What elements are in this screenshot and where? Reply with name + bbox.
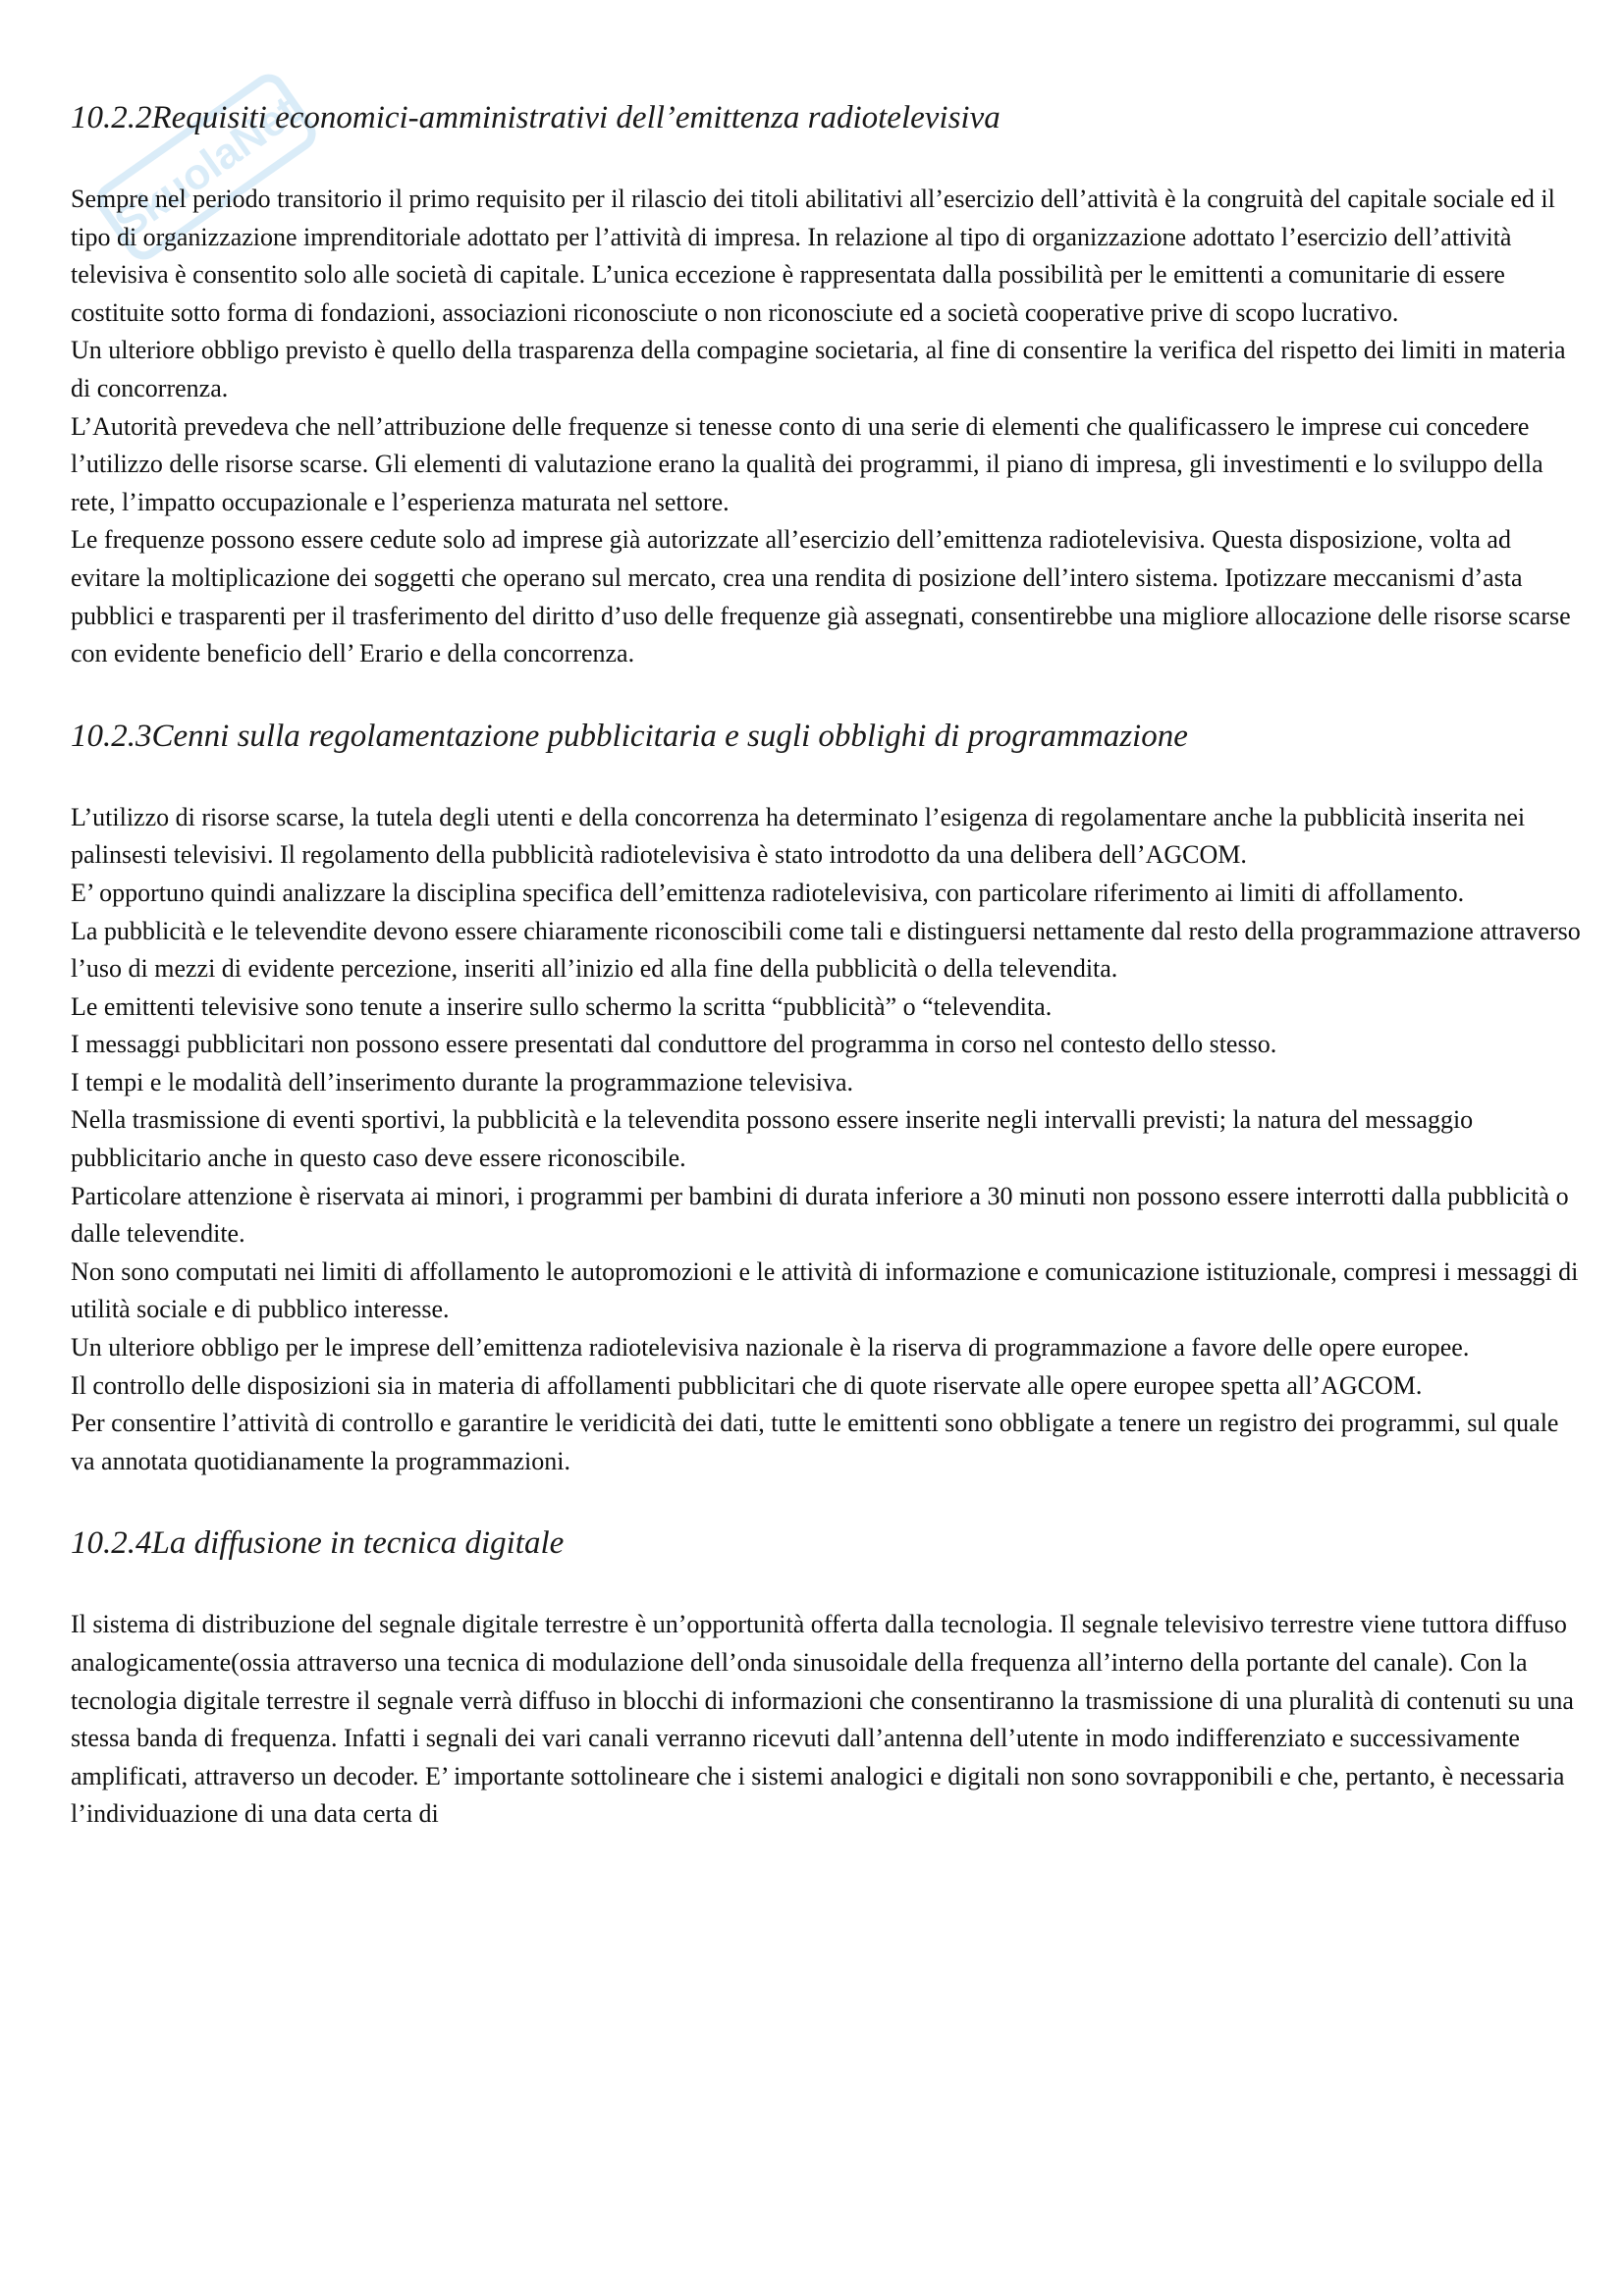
paragraph: L’utilizzo di risorse scarse, la tutela degli utenti e della concorrenza ha determinato l’esigenza di regolamentare anche la pubblicità inserita nei palinsesti televisivi. Il regolamento della pubblicità radiotelevisiva è stato introdotto da una delibera dell’AGCOM. — [71, 802, 1526, 870]
paragraph: Non sono computati nei limiti di affollamento le autopromozioni e le attività di informazione e comunicazione istituzionale, compresi i messaggi di utilità sociale e di pubblico interesse. — [71, 1256, 1579, 1324]
section-requisiti-economici — [71, 98, 1583, 673]
section-regolamentazione-pubblicitaria — [71, 717, 1583, 1481]
paragraph: Per consentire l’attività di controllo e garantire le veridicità dei dati, tutte le emittenti sono obbligate a tenere un registro dei programmi, sul quale va annotata quotidianamente la programmazioni. — [71, 1409, 1559, 1475]
watermark-text: SkuolaNet — [106, 86, 307, 248]
section-heading: 10.2.4La diffusione in tecnica digitale — [71, 1525, 565, 1562]
paragraph: I messaggi pubblicitari non possono essere presentati dal conduttore del programma in corso nel contesto dello stesso. — [71, 1030, 1277, 1059]
section-diffusione-digitale — [71, 1523, 1583, 1834]
paragraph: E’ opportuno quindi analizzare la disciplina specifica dell’emittenza radiotelevisiva, con particolare riferimento ai limiti di affollamento. — [71, 878, 1465, 907]
paragraph: Nella trasmissione di eventi sportivi, la pubblicità e la televendita possono essere inserite negli intervalli previsti; la natura del messaggio pubblicitario anche in questo caso deve essere riconoscibile. — [71, 1105, 1474, 1173]
paragraph: Le frequenze possono essere cedute solo ad imprese già autorizzate all’esercizio dell’emittenza radiotelevisiva. Questa disposizione, volta ad evitare la moltiplicazione dei soggetti che operano sul mercato, crea una rendita di posizione dell’intero sistema. Ipotizzare meccanismi d’asta pubblici e trasparenti per il trasferimento del diritto d’uso delle frequenze già assegnati, consentirebbe una migliore allocazione delle risorse scarse con evidente beneficio dell’ Erario e della concorrenza. — [71, 525, 1571, 668]
paragraph: Il sistema di distribuzione del segnale digitale terrestre è un’opportunità offerta dalla tecnologia. Il segnale televisivo terrestre viene tuttora diffuso analogicamente(ossia attraverso una tecnica di modulazione dell’onda sinusoidale della frequenza all’interno della portante del canale). Con la tecnologia digitale terrestre il segnale verrà diffuso in blocchi di informazioni che consentiranno la trasmissione di una pluralità di contenuti su una stessa banda di frequenza. Infatti i segnali dei vari canali verranno ricevuti dall’antenna dell’utente in modo indifferenziato e successivamente amplificati, attraverso un decoder. E’ importante sottolineare che i sistemi analogici e digitali non sono sovrapponibili e che, pertanto, è necessaria l’individuazione di una data certa di — [71, 1610, 1574, 1829]
paragraph: Un ulteriore obbligo previsto è quello della trasparenza della compagine societaria, al fine di consentire la verifica del rispetto dei limiti in materia di concorrenza. — [71, 336, 1566, 402]
paragraph: La pubblicità e le televendite devono essere chiaramente riconoscibili come tali e distinguersi nettamente dal resto della programmazione attraverso l’uso di mezzi di evidente percezione, inseriti all’inizio ed alla fine della pubblicità o della televendita. — [71, 916, 1581, 984]
paragraph: Le emittenti televisive sono tenute a inserire sullo schermo la scritta “pubblicità” o “televendita. — [71, 991, 1053, 1021]
paragraph: Il controllo delle disposizioni sia in materia di affollamenti pubblicitari che di quote riservate alle opere europee spetta all’AGCOM. — [71, 1370, 1423, 1400]
paragraph: I tempi e le modalità dell’inserimento durante la programmazione televisiva. — [71, 1067, 854, 1096]
section-heading: 10.2.3Cenni sulla regolamentazione pubblicitaria e sugli obblighi di programmazione — [71, 718, 1188, 754]
paragraph: Sempre nel periodo transitorio il primo requisito per il rilascio dei titoli abilitativi all’esercizio dell’attività è la congruità del capitale sociale ed il tipo di organizzazione imprenditoriale adottato per l’attività di impresa. In relazione al tipo di organizzazione adottato l’esercizio dell’attività televisiva è consentito solo alle società di capitale. L’unica eccezione è rappresentata dalla possibilità per le emittenti a comunitarie di essere costituite sotto forma di fondazioni, associazioni riconosciute o non riconosciute ed a società cooperative prive di scopo lucrativo. — [71, 185, 1555, 327]
section-heading: 10.2.2Requisiti economici-amministrativi dell’emittenza radiotelevisiva — [71, 100, 1001, 135]
document-page — [71, 98, 1583, 1834]
paragraph: L’Autorità prevedeva che nell’attribuzione delle frequenze si tenesse conto di una serie di elementi che qualificassero le imprese cui concedere l’utilizzo delle risorse scarse. Gli elementi di valutazione erano la qualità dei programmi, il piano di impresa, gli investimenti e lo sviluppo della rete, l’impatto occupazionale e l’esperienza maturata nel settore. — [71, 411, 1543, 516]
paragraph: Particolare attenzione è riservata ai minori, i programmi per bambini di durata inferiore a 30 minuti non possono essere interrotti dalla pubblicità o dalle televendite. — [71, 1181, 1569, 1249]
paragraph: Un ulteriore obbligo per le imprese dell’emittenza radiotelevisiva nazionale è la riserva di programmazione a favore delle opere europee. — [71, 1333, 1470, 1362]
